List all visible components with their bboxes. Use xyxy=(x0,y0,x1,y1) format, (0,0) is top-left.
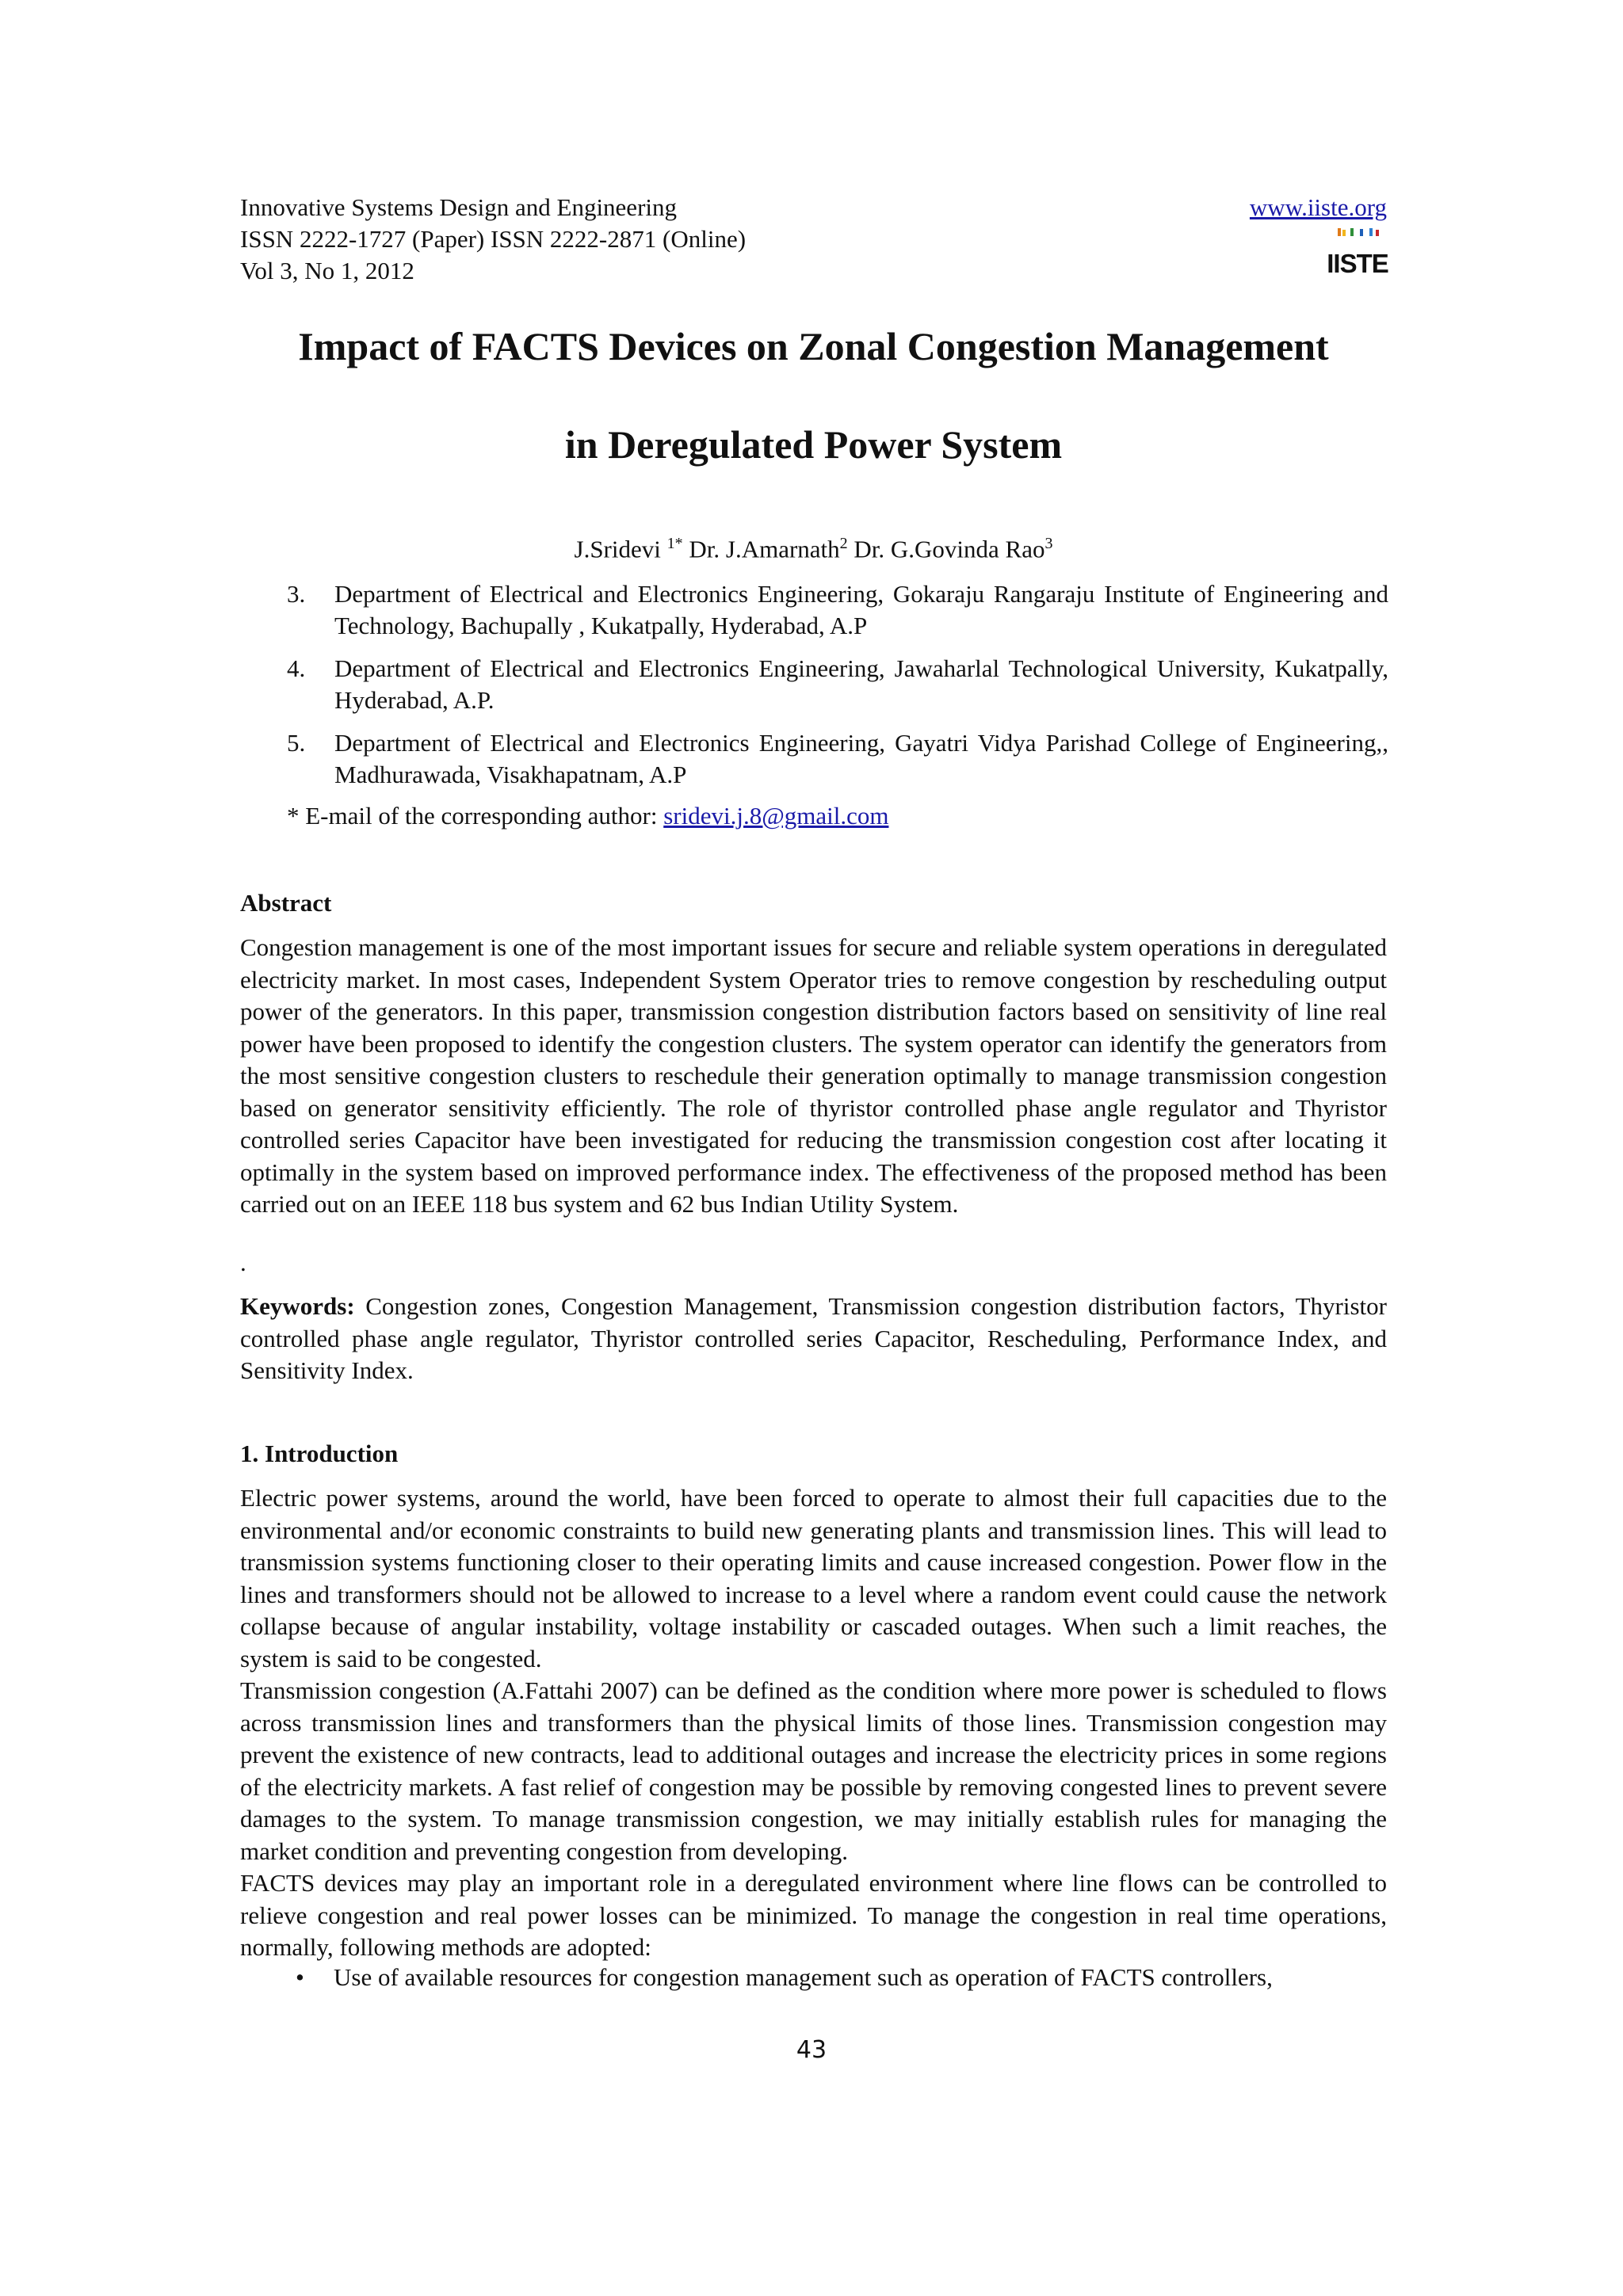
abstract-body: Congestion management is one of the most important issues for secure and reliable system operations in deregulated electricity market. In most cases, Independent System Operator tries to remove congestion by rescheduling output power of the generators. In this paper, transmission congestion distribution factors based on sensitivity of line real power have been proposed to identify the congestion clusters. The system operator can identify the generators from the most sensitive congestion clusters to reschedule their generation optimally to manage transmission congestion based on generator sensitivity efficiently. The role of thyristor controlled phase angle regulator and Thyristor controlled series Capacitor have been investigated for reducing the transmission congestion cost after locating it optimally in the system based on improved performance index. The effectiveness of the proposed method has been carried out on an IEEE 118 bus system and 62 bus Indian Utility System. xyxy=(240,933,1387,1218)
email-label: * E-mail of the corresponding author: xyxy=(287,802,664,830)
abstract-trailing-dot: . xyxy=(240,1249,246,1276)
journal-header xyxy=(240,192,1387,287)
keywords-text: Congestion zones, Congestion Management, Transmission congestion distribution factors, Thyristor controlled phase angle regulator, Thyristor controlled series Capacitor, Rescheduling, Performance Index, and Sensitivity Index. xyxy=(240,1292,1387,1384)
logo-text: IISTE xyxy=(1327,249,1388,278)
introduction-heading: 1. Introduction xyxy=(240,1440,399,1467)
author-1-marker: 1* xyxy=(666,535,683,552)
affiliation-number: 3. xyxy=(287,580,306,608)
paper-title-line-2: in Deregulated Power System xyxy=(564,422,1063,467)
author-2-marker: 2 xyxy=(839,535,848,552)
affiliation-text: Department of Electrical and Electronics Engineering, Gokaraju Rangaraju Institute of Engineering and Technology, Bachupally , Kukatpally, Hyderabad, A.P xyxy=(334,580,1388,639)
introduction-paragraph: Electric power systems, around the world, have been forced to operate to almost their full capacities due to the environmental and/or economic constraints to build new generating plants and transmission lines. This will lead to transmission systems functioning closer to their operating limits and cause increased congestion. Power flow in the lines and transformers should not be allowed to increase to a level where a random event could cause the network collapse because of angular instability, voltage instability or cascaded outages. When such a limit reaches, the system is said to be congested. xyxy=(240,1484,1387,1672)
paper-title-line-1: Impact of FACTS Devices on Zonal Congestion Management xyxy=(298,324,1329,368)
author-3: Dr. G.Govinda Rao xyxy=(847,535,1045,563)
bullet-icon: • xyxy=(296,1963,304,1991)
bullet-text: Use of available resources for congestion management such as operation of FACTS controllers, xyxy=(334,1963,1273,1991)
journal-volume: Vol 3, No 1, 2012 xyxy=(240,257,414,284)
affiliation-list xyxy=(287,578,1388,802)
page-number: 43 xyxy=(796,2036,827,2064)
corresponding-author xyxy=(287,802,888,830)
journal-issn: ISSN 2222-1727 (Paper) ISSN 2222-2871 (Online) xyxy=(240,225,747,253)
journal-website-link[interactable]: www.iiste.org xyxy=(1249,193,1387,221)
affiliation-item xyxy=(287,653,1388,716)
author-list xyxy=(240,535,1387,563)
author-3-marker: 3 xyxy=(1044,535,1053,552)
author-2: Dr. J.Amarnath xyxy=(682,535,840,563)
introduction-body xyxy=(240,1482,1387,1964)
introduction-paragraph: Transmission congestion (A.Fattahi 2007) can be defined as the condition where more power is scheduled to flows across transmission lines and transformers than the physical limits of those lines. Transmission congestion may prevent the existence of new contracts, lead to additional outages and increase the electricity prices in some regions of the electricity markets. A fast relief of congestion may be possible by removing congested lines to prevent severe damages to the system. To manage transmission congestion, we may initially establish rules for managing the market condition and preventing congestion from developing. xyxy=(240,1676,1387,1865)
abstract-heading: Abstract xyxy=(240,889,332,917)
affiliation-number: 5. xyxy=(287,729,306,757)
affiliation-text: Department of Electrical and Electronics Engineering, Jawaharlal Technological University, Kukatpally, Hyderabad, A.P. xyxy=(334,654,1388,714)
iiste-logo xyxy=(1327,227,1388,279)
author-1: J.Sridevi xyxy=(574,535,667,563)
keywords xyxy=(240,1291,1387,1387)
journal-name: Innovative Systems Design and Engineering xyxy=(240,193,678,221)
introduction-paragraph: FACTS devices may play an important role in a deregulated environment where line flows can be controlled to relieve congestion and real power losses can be minimized. To manage the congestion in real time operations, normally, following methods are adopted: xyxy=(240,1869,1387,1961)
keywords-label: Keywords: xyxy=(240,1292,355,1320)
affiliation-item xyxy=(287,578,1388,642)
affiliation-number: 4. xyxy=(287,654,306,682)
email-link[interactable]: sridevi.j.8@gmail.com xyxy=(663,802,889,830)
affiliation-item xyxy=(287,727,1388,791)
affiliation-text: Department of Electrical and Electronics Engineering, Gayatri Vidya Parishad College of Engineering,, Madhurawada, Visakhapatnam, A.P xyxy=(334,729,1388,788)
